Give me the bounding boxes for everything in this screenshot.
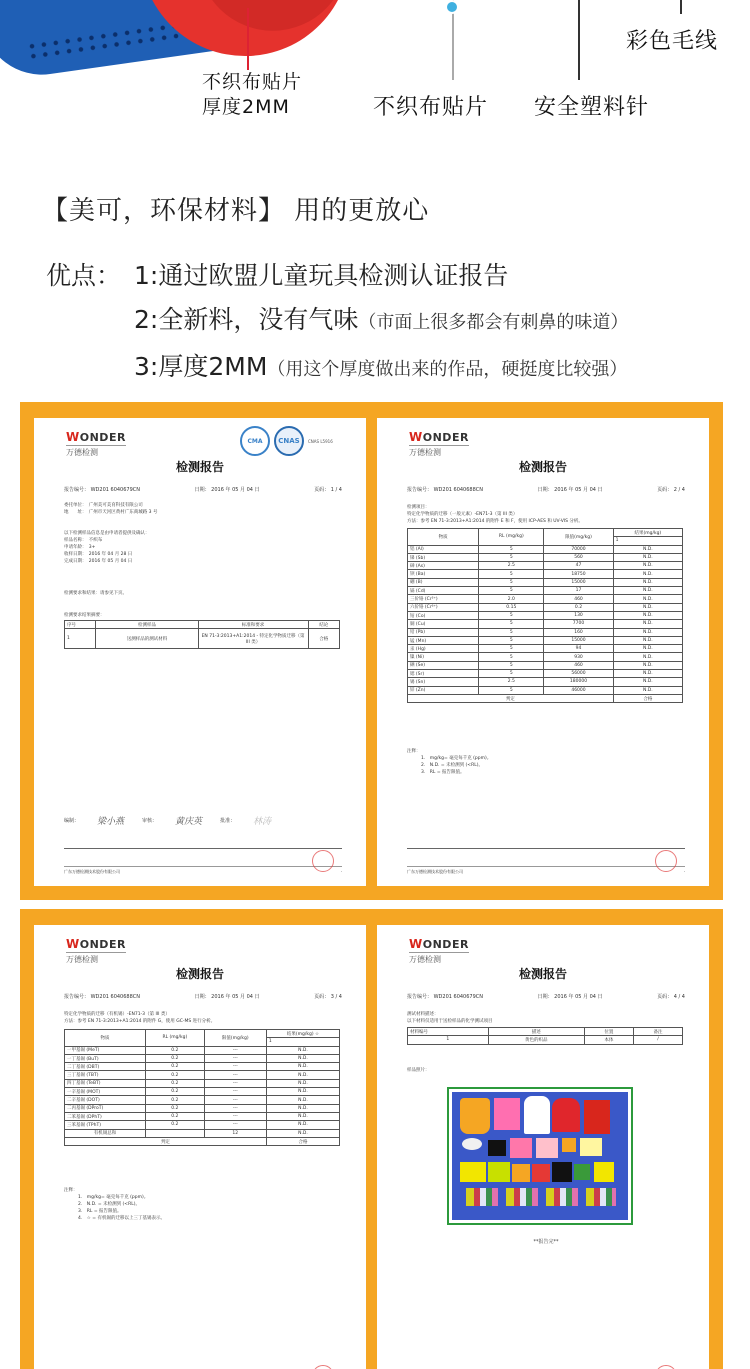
table-row: 硒 (Se) 5 460 N.D. [408,661,683,669]
table-row: 锌 (Zn) 5 46000 N.D. [408,686,683,694]
notes: 注释： 1. mg/kg= 毫克每千克 (ppm)。 2. N.D. = 未检测到 (<RL)。 3. RL = 报告限值。 [407,749,492,775]
table-row: 铜 (Cu) 5 7700 N.D. [408,620,683,628]
report-end: **报告完** [533,1239,559,1245]
advantage-1: 优点： 1:通过欧盟儿童玩具检测认证报告 [46,261,509,290]
table-row: 二丙基锡 (DProT) 0.2 --- N.D. [65,1104,340,1112]
table-row: 锡 (Sn) 2.5 180000 N.D. [408,678,683,686]
summary-table: 序号 检测样品 标准和要求 结论 1 送测样品的测试材料 EN 71-3:2013+A1:2014 - 特定化学物质迁移（第 III 类） 合格 [64,620,340,649]
cnas-seal-icon: CNAS [274,426,304,456]
table-row: 锶 (Sr) 5 56000 N.D. [408,670,683,678]
red-stamp [655,1365,677,1369]
pin-label: 安全塑料针 [534,95,650,120]
yarn-callout-line [680,0,682,14]
sample-info: 以下检测样品信息是由申请者提供及确认： 样品名称： 不织布 申请年龄： 3+ 收样日期： 2016 年 04 月 28 日 完成日期： 2016 年 05 月 04 日 [64,531,150,564]
table-row: 镉 (Cd) 5 17 N.D. [408,587,683,595]
sample-photo [447,1087,633,1225]
advantage-2: 2:全新料，没有气味（市面上很多都会有刺鼻的味道） [134,305,629,334]
table-row: 二辛基锡 (DOT) 0.2 --- N.D. [65,1096,340,1104]
report-page-2: WONDER 万德检测 检测报告 报告编号： WD201 6040688CN 日期： 2016 年 05 月 04 日 页码： 2 / 4 检测项目： 特定化学物质的迁移（一般元素）-EN71-3（第 III 类） 方法：参考 EN 71-3:2013+A1:2014 的附件 E 和 F，使用 ICP-AES 和 UV-VIS 分析。 物质 RL (mg/kg) 限值(mg/kg) 结果(mg/kg) 1 铝 (Al) 5 70000 N.D. 锑 (Sb) 5 560 N.D. 砷 (As) 2.5 47 N.D. 钡 (Ba) 5 18750 N.D. 硼 (B) 5 15000 N.D. 镉 (Cd) 5 17 N.D. 三价铬 (Cr³⁺) 2.0 460 N.D. 六价铬 (Cr⁶⁺) 0.15 0.2 N.D. 钴 (Co) 5 130 N.D. 铜 (Cu) 5 7700 N.D. 铅 (Pb) 5 160 N.D. 锰 (Mn) 5 15000 N.D. 汞 (Hg) 5 94 N.D. 镍 (Ni) 5 930 N.D. 硒 (Se) 5 460 N.D. 锶 (Sr) 5 56000 N.D. 锡 (Sn) 2.5 180000 N.D. 锌 (Zn) 5 46000 N.D. 判定 合格 注释： 1. mg/kg= 毫克每千克 (ppm)。 2. N.D. = 未检测到 (<RL)。 3. RL = 报告限值。 广东万德检测技术股份有限公司 · [377,418,709,886]
table-row: 二苯基锡 (DPhT) 0.2 --- N.D. [65,1112,340,1120]
organotin-results-table: 物质 RL (mg/kg) 限值(mg/kg) 结果(mg/kg) ☆ 1 一甲基锡 (MeT) 0.2 --- N.D. 一丁基锡 (BuT) 0.2 --- N.D. 二丁基锡 (DBT) 0.2 --- N.D. 三丁基锡 (TBT) 0.2 --- N.D. 四丁基锡 (TeBT) 0.2 --- N.D. 一辛基锡 (MOT) 0.2 --- N.D. 二辛基锡 (DOT) 0.2 --- N.D. 二丙基锡 (DProT) 0.2 --- N.D. 二苯基锡 (DPhT) 0.2 --- N.D. 三苯基锡 (TPhT) 0.2 --- N.D. 有机锡总和 12 N.D. 判定 合格 [64,1029,340,1146]
table-row: 钴 (Co) 5 130 N.D. [408,611,683,619]
table-row: 铅 (Pb) 5 160 N.D. [408,628,683,636]
red-stamp [312,850,334,872]
felt-thickness-label: 不织布贴片 厚度2MM [202,71,303,118]
report-page-4: WONDER 万德检测 检测报告 报告编号： WD201 6040679CN 日期： 2016 年 05 月 04 日 页码： 4 / 4 测试材料描述： 以下材料仅适用于送检样品的化学测试项目 材料编号 描述 位置 备注 1 黄色的织品 本体 / 样品照片： **报告完** [377,925,709,1369]
headline: 【美可，环保材料】 用的更放心 [42,196,430,226]
felt-callout-line [247,8,249,70]
table-row: 砷 (As) 2.5 47 N.D. [408,562,683,570]
table-row: 二丁基锡 (DBT) 0.2 --- N.D. [65,1063,340,1071]
table-row: 锑 (Sb) 5 560 N.D. [408,553,683,561]
table-row: 锰 (Mn) 5 15000 N.D. [408,636,683,644]
wonder-logo: WONDER 万德检测 [66,430,126,457]
table-row: 三苯基锡 (TPhT) 0.2 --- N.D. [65,1121,340,1129]
page-footer-text [64,848,342,862]
table-row: 三价铬 (Cr³⁺) 2.0 460 N.D. [408,595,683,603]
material-table: 材料编号 描述 位置 备注 1 黄色的织品 本体 / [407,1027,683,1045]
accreditation-marks: CMA CNAS CNAS L5916 [240,426,334,456]
table-row: 四丁基锡 (TeBT) 0.2 --- N.D. [65,1079,340,1087]
table-row: 钡 (Ba) 5 18750 N.D. [408,570,683,578]
report-page-3: WONDER 万德检测 检测报告 报告编号： WD201 6040688CN 日期： 2016 年 05 月 04 日 页码： 3 / 4 特定化学物质的迁移（有机锡）-EN71-3（第 III 类） 方法：参考 EN 71-3:2013+A1:2014 的附件 G，使用 GC-MS 进行分析。 物质 RL (mg/kg) 限值(mg/kg) 结果(mg/kg) ☆ 1 一甲基锡 (MeT) 0.2 --- N.D. 一丁基锡 (BuT) 0.2 --- N.D. 二丁基锡 (DBT) 0.2 --- N.D. 三丁基锡 (TBT) 0.2 --- N.D. 四丁基锡 (TeBT) 0.2 --- N.D. 一辛基锡 (MOT) 0.2 --- N.D. 二辛基锡 (DOT) 0.2 --- N.D. 二丙基锡 (DProT) 0.2 --- N.D. 二苯基锡 (DPhT) 0.2 --- N.D. 三苯基锡 (TPhT) 0.2 --- N.D. 有机锡总和 12 N.D. 判定 合格 注释： 1. mg/kg= 毫克每千克 (ppm)。 2. N.D. = 未检测到 (<RL)。 3. RL = 报告限值。 4. ☆ = 有机锡的迁移以上三丁基锡表示。 [34,925,366,1369]
report-title: 检测报告 [518,460,567,474]
pin-callout-line [578,0,580,80]
table-row: 汞 (Hg) 5 94 N.D. [408,645,683,653]
red-stamp [655,850,677,872]
certificate-frame-top [20,402,723,900]
certificate-frame-bottom [20,909,723,1369]
table-row: 硼 (B) 5 15000 N.D. [408,578,683,586]
advantages-list [46,254,736,392]
cma-seal-icon: CMA [240,426,270,456]
table-row: 六价铬 (Cr⁶⁺) 0.15 0.2 N.D. [408,603,683,611]
table-row: 铝 (Al) 5 70000 N.D. [408,545,683,553]
yarn-label: 彩色毛线 [626,29,719,54]
advantage-3: 3:厚度2MM（用这个厚度做出来的作品，硬挺度比较强） [134,352,628,381]
red-stamp [312,1365,334,1369]
report-title: 检测报告 [175,460,224,474]
notes: 注释： 1. mg/kg= 毫克每千克 (ppm)。 2. N.D. = 未检测到 (<RL)。 3. RL = 报告限值。 4. ☆ = 有机锡的迁移以上三丁基锡表示。 [64,1188,165,1221]
table-row: 一丁基锡 (BuT) 0.2 --- N.D. [65,1054,340,1062]
table-row: 一辛基锡 (MOT) 0.2 --- N.D. [65,1088,340,1096]
felt-label: 不织布贴片 [373,95,489,120]
pin-head [445,0,459,14]
signatures: 编制： 梁小燕 审核： 黄庆英 批准： 林涛 [64,817,272,827]
table-row: 一甲基锡 (MeT) 0.2 --- N.D. [65,1046,340,1054]
client-info: 委托单位： 广州美可美育科技有限公司 地 址： 广州市天河区黄村广东商城路 3 号 [64,503,158,515]
table-row: 三丁基锡 (TBT) 0.2 --- N.D. [65,1071,340,1079]
report-page-1: WONDER 万德检测 CMA CNAS CNAS L5916 检测报告 报告编号： WD201 6040679CN 日期： 2016 年 05 月 04 日 页码： 1 / 4 委托单位： 广州美可美育科技有限公司 地 址： 广州市天河区黄村广东商城路 3 号 以下检测样品信息是由申请者提供及确认： 样品名称： 不织布 申请年龄： 3+ 收样日期： 2016 年 04 月 28 日 完成日期： 2016 年 05 月 04 日 检测要求和结果：请参见下页。 检测要求结果摘要： 序号 检测样品 标准和要求 结论 1 送测样品的测试材料 EN 71-3:2013+A1:2014 - 特定化学物质迁移（第 III 类） 合格 编制： 梁小燕 审核： 黄庆英 批准： 林涛 广东万德检测技术股份有限公司 · [34,418,366,886]
table-row: 镍 (Ni) 5 930 N.D. [408,653,683,661]
report-title: 检测报告 [175,967,224,981]
product-strip [0,0,750,170]
element-results-table: 物质 RL (mg/kg) 限值(mg/kg) 结果(mg/kg) 1 铝 (Al) 5 70000 N.D. 锑 (Sb) 5 560 N.D. 砷 (As) 2.5 47 N.D. 钡 (Ba) 5 18750 N.D. 硼 (B) 5 15000 N.D. 镉 (Cd) 5 17 N.D. 三价铬 (Cr³⁺) 2.0 460 N.D. 六价铬 (Cr⁶⁺) 0.15 0.2 N.D. 钴 (Co) 5 130 N.D. 铜 (Cu) 5 7700 N.D. 铅 (Pb) 5 160 N.D. 锰 (Mn) 5 15000 N.D. 汞 (Hg) 5 94 N.D. 镍 (Ni) 5 930 N.D. 硒 (Se) 5 460 N.D. 锶 (Sr) 5 56000 N.D. 锡 (Sn) 2.5 180000 N.D. 锌 (Zn) 5 46000 N.D. 判定 合格 [407,528,683,703]
report-title: 检测报告 [518,967,567,981]
